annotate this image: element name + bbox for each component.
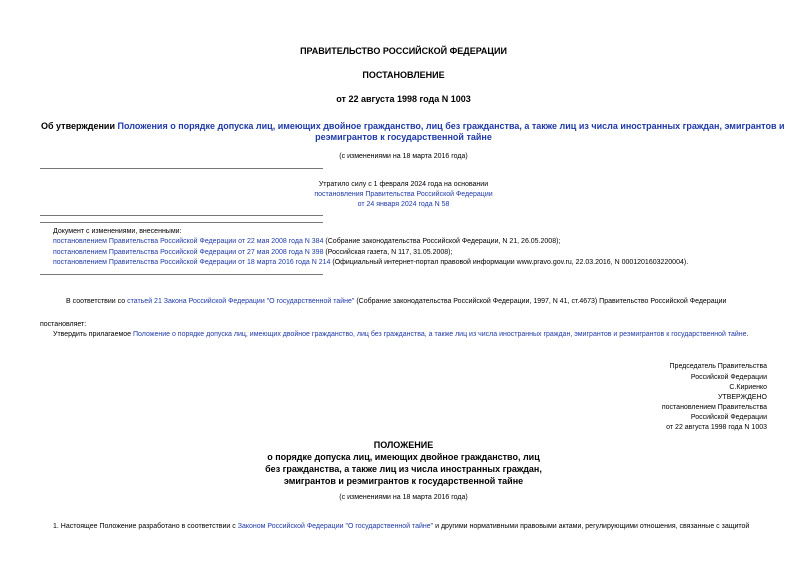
- decree-text: [53, 330, 749, 339]
- expired-notice: Утратило силу с 1 февраля 2024 года на основании: [318, 181, 489, 188]
- clause-1-suffix: и другими нормативными правовыми актами, регулирующими отношения, связанные с защитой: [433, 523, 750, 530]
- amendment-source: (Российская газета, N 117, 31.05.2008);: [323, 249, 453, 256]
- regulation-subtitle-line: о порядке допуска лиц, имеющих двойное гражданство, лиц: [267, 452, 540, 462]
- document-date: от 22 августа 1998 года N 1003: [336, 94, 471, 104]
- amendments-heading: Документ с изменениями, внесенными:: [53, 228, 182, 235]
- approved-date: от 22 августа 1998 года N 1003: [666, 424, 767, 431]
- government-name: ПРАВИТЕЛЬСТВО РОССИЙСКОЙ ФЕДЕРАЦИИ: [300, 46, 507, 56]
- document-type: ПОСТАНОВЛЕНИЕ: [362, 70, 445, 80]
- amendment-link[interactable]: постановлением Правительства Российской Федерации от 22 мая 2008 года N 384: [53, 238, 324, 245]
- divider: [40, 274, 323, 275]
- amendment-source: (Собрание законодательства Российской Федерации, N 21, 26.05.2008);: [323, 238, 561, 245]
- divider: [40, 215, 323, 216]
- signature-line: Российской Федерации: [690, 374, 767, 381]
- regulation-amended-note: (с изменениями на 18 марта 2016 года): [339, 494, 468, 501]
- signature-name: С.Кириенко: [729, 384, 767, 391]
- amended-note: (с изменениями на 18 марта 2016 года): [339, 153, 468, 160]
- expired-link-line1[interactable]: постановления Правительства Российской Федерации: [314, 191, 493, 198]
- amendment-source: (Официальный интернет-портал правовой информации www.pravo.gov.ru, 22.03.2016, N 0001201603220004).: [330, 259, 689, 266]
- regulation-subtitle-line: эмигрантов и реэмигрантов к государственной тайне: [283, 476, 524, 486]
- amendment-link[interactable]: постановлением Правительства Российской Федерации от 27 мая 2008 года N 398: [53, 249, 324, 256]
- regulation-title: ПОЛОЖЕНИЕ: [373, 440, 434, 450]
- preamble-suffix: (Собрание законодательства Российской Федерации, 1997, N 41, ст.4673) Правительство Российской Федерации: [354, 298, 727, 305]
- title-prefix: Об утверждении: [41, 121, 118, 131]
- approved-line: Российской Федерации: [690, 414, 767, 421]
- decree-regulation-link[interactable]: Положение о порядке допуска лиц, имеющих двойное гражданство, лиц без гражданства, а также лиц из числа иностранных граждан, эмигрантов и реэмигрантов к государственной тайне: [133, 331, 747, 338]
- amendment-item: [53, 258, 688, 267]
- decree-word: постановляет:: [40, 321, 87, 328]
- decree-prefix: Утвердить прилагаемое: [53, 331, 134, 338]
- expired-link-line2[interactable]: от 24 января 2024 года N 58: [357, 201, 450, 208]
- decree-suffix: .: [746, 331, 749, 338]
- regulation-subtitle-line: без гражданства, а также лиц из числа иностранных граждан,: [265, 464, 542, 474]
- amendment-item: [53, 248, 452, 257]
- preamble-prefix: В соответствии со: [66, 298, 128, 305]
- approved-line: постановлением Правительства: [661, 404, 767, 411]
- title-link[interactable]: Положения о порядке допуска лиц, имеющих двойное гражданство, лиц без гражданства, а также лиц из числа иностранных граждан, эмигрантов и: [117, 121, 785, 131]
- title-link-continuation[interactable]: реэмигрантов к государственной тайне: [315, 132, 492, 142]
- clause-1-law-link[interactable]: Законом Российской Федерации "О государственной тайне": [237, 523, 434, 530]
- clause-1: [53, 522, 749, 531]
- document-title: [41, 121, 785, 132]
- clause-1-prefix: 1. Настоящее Положение разработано в соответствии с: [53, 523, 238, 530]
- divider: [40, 222, 323, 223]
- preamble: [66, 297, 726, 306]
- divider: [40, 168, 323, 169]
- amendment-item: [53, 237, 560, 246]
- approved-label: УТВЕРЖДЕНО: [717, 394, 767, 401]
- preamble-law-link[interactable]: статьей 21 Закона Российской Федерации "О государственной тайне": [127, 298, 355, 305]
- signature-line: Председатель Правительства: [669, 363, 767, 370]
- amendment-link[interactable]: постановлением Правительства Российской Федерации от 18 марта 2016 года N 214: [53, 259, 331, 266]
